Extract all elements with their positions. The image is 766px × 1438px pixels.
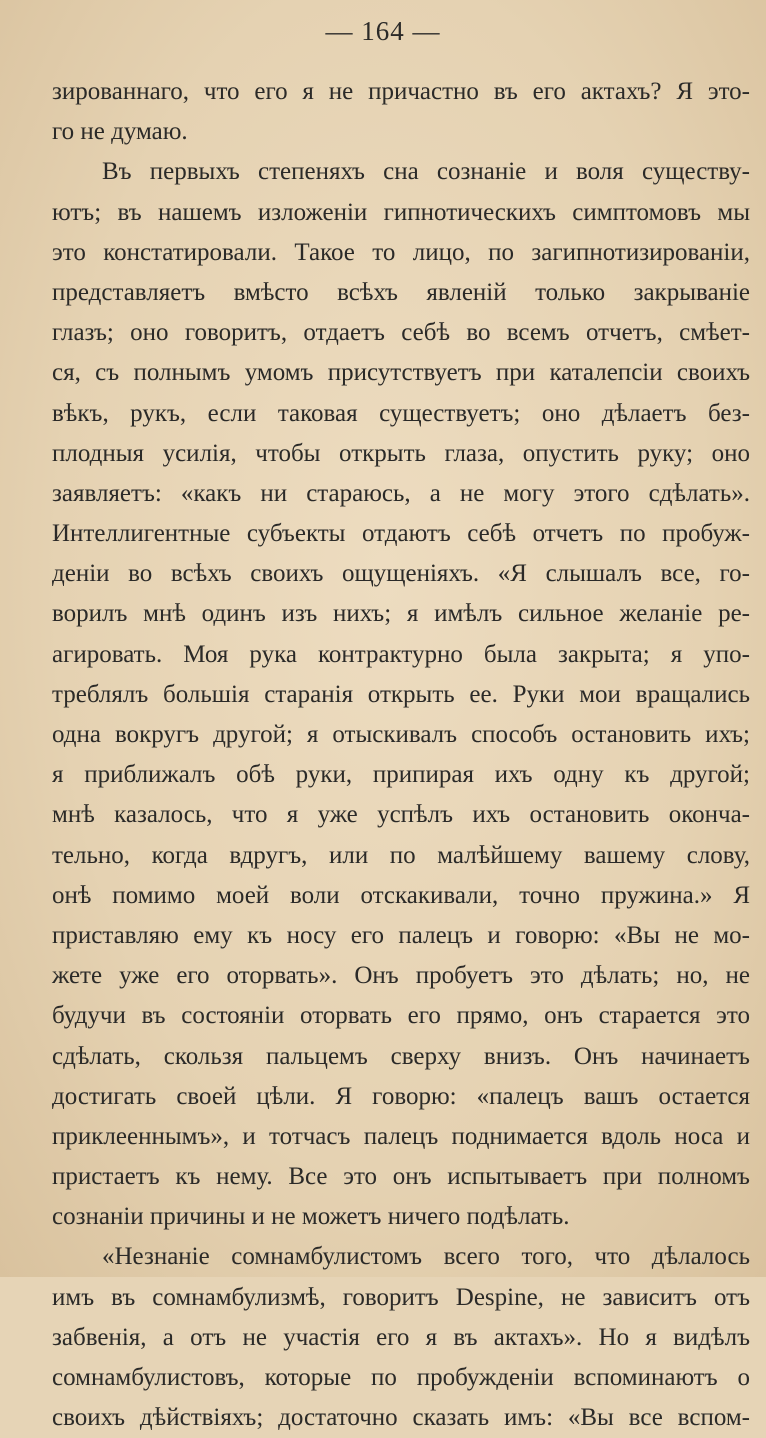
text-line: достигать своей цѣли. Я говорю: «палецъ вашъ остается	[52, 1082, 750, 1110]
text-line: будучи въ состояніи оторвать его прямо, онъ старается это	[52, 1002, 750, 1030]
text-line: имъ въ сомнамбулизмѣ, говоритъ Despine, не зависитъ отъ	[52, 1283, 750, 1311]
text-line: ворилъ мнѣ одинъ изъ нихъ; я имѣлъ сильное желаніе ре-	[52, 600, 750, 628]
text-line: глазъ; оно говоритъ, отдаетъ себѣ во всемъ отчетъ, смѣет-	[52, 319, 750, 347]
text-line: зированнаго, что его я не причастно въ его актахъ? Я это-	[52, 78, 750, 105]
text-line: представляетъ вмѣсто всѣхъ явленій только закрываніе	[52, 278, 750, 306]
text-line: треблялъ большія старанія открыть ее. Руки мои вращались	[52, 680, 750, 708]
text-line: ся, съ полнымъ умомъ присутствуетъ при каталепсіи своихъ	[52, 359, 750, 387]
text-line: онѣ помимо моей воли отскакивали, точно пружина.» Я	[52, 881, 750, 909]
text-line: это констатировали. Такое то лицо, по загипнотизированіи,	[52, 238, 750, 266]
text-line: приклееннымъ», и тотчасъ палецъ поднимается вдоль носа и	[52, 1122, 750, 1150]
text-line: деніи во всѣхъ своихъ ощущеніяхъ. «Я слышалъ все, го-	[52, 560, 750, 588]
text-line: приставляю ему къ носу его палецъ и говорю: «Вы не мо-	[52, 921, 750, 949]
body-text	[52, 72, 750, 1438]
text-line: Интеллигентные субъекты отдаютъ себѣ отчетъ по пробуж-	[52, 520, 750, 548]
text-line: пристаетъ къ нему. Все это онъ испытываетъ при полномъ	[52, 1163, 750, 1191]
text-line: я приближалъ обѣ руки, припирая ихъ одну къ другой;	[52, 761, 750, 789]
text-line: своихъ дѣйствіяхъ; достаточно сказать имъ: «Вы все вспом-	[52, 1404, 750, 1432]
text-line: Въ первыхъ степеняхъ сна сознаніе и воля существу-	[102, 158, 750, 186]
text-line: агировать. Моя рука контрактурно была закрыта; я упо-	[52, 640, 750, 668]
text-line: тельно, когда вдругъ, или по малѣйшему вашему слову,	[52, 841, 750, 869]
text-line: сдѣлать, скользя пальцемъ сверху внизъ. Онъ начинаетъ	[52, 1042, 750, 1070]
text-line: забвенія, а отъ не участія его я въ актахъ». Но я видѣлъ	[52, 1323, 750, 1351]
page-number: — 164 —	[325, 16, 441, 46]
text-line: сомнамбулистовъ, которые по пробужденіи вспоминаютъ о	[52, 1364, 750, 1391]
text-line: жете уже его оторвать». Онъ пробуетъ это дѣлать; но, не	[52, 962, 750, 990]
text-line: сознаніи причины и не можетъ ничего подѣлать.	[52, 1203, 570, 1231]
text-line: ютъ; въ нашемъ изложеніи гипнотическихъ симптомовъ мы	[52, 198, 750, 226]
text-line: плодныя усилія, чтобы открыть глаза, опустить руку; оно	[52, 439, 750, 467]
text-line: мнѣ казалось, что я уже успѣлъ ихъ остановить оконча-	[52, 801, 750, 829]
text-line: вѣкъ, рукъ, если таковая существуетъ; оно дѣлаетъ без-	[52, 399, 750, 427]
text-line: «Незнаніе сомнамбулистомъ всего того, что дѣлалось	[102, 1243, 750, 1271]
text-line: го не думаю.	[52, 118, 188, 146]
text-line: одна вокругъ другой; я отыскивалъ способъ остановить ихъ;	[52, 721, 750, 748]
text-line: заявляетъ: «какъ ни стараюсь, а не могу этого сдѣлать».	[52, 479, 750, 507]
